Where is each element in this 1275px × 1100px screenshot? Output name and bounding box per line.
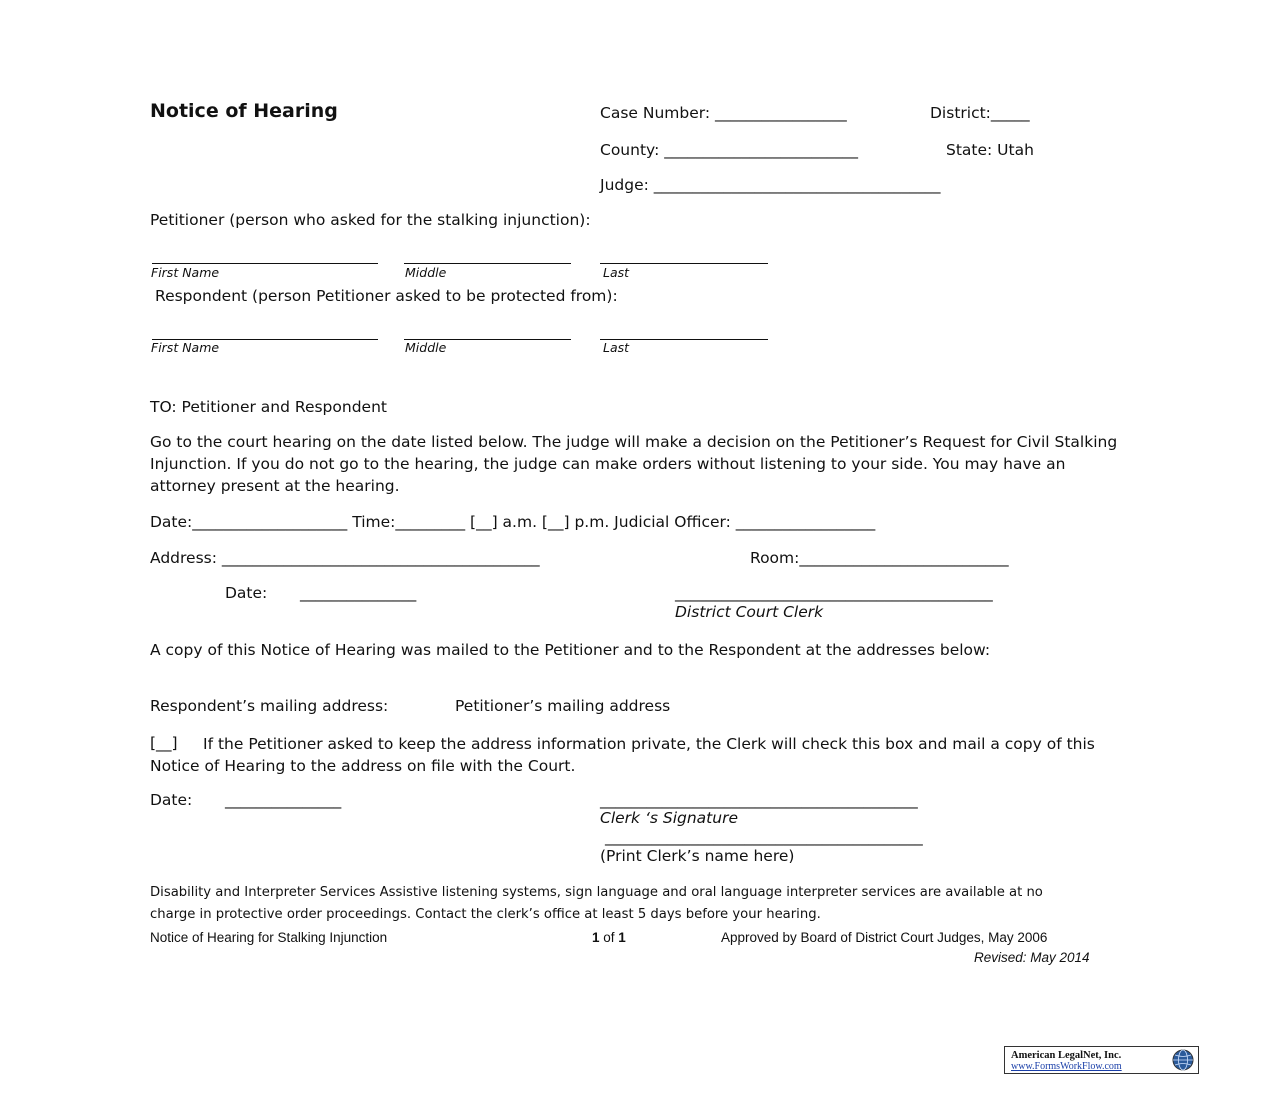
footer-page-of: of	[599, 930, 619, 945]
petitioner-middle-caption: Middle	[405, 265, 447, 280]
judge-field[interactable]: Judge: _____________________________________	[600, 176, 941, 194]
petitioner-last-name-line[interactable]	[600, 263, 768, 264]
footer-revised: Revised: May 2014	[974, 950, 1090, 965]
room-field[interactable]: Room:___________________________	[750, 549, 1009, 567]
clerk-signature-caption: Clerk ‘s Signature	[600, 809, 738, 827]
petitioner-heading: Petitioner (person who asked for the stalking injunction):	[150, 211, 591, 229]
clerk-date-blank[interactable]: _______________	[300, 584, 417, 602]
print-name-caption: (Print Clerk’s name here)	[600, 847, 795, 865]
footer-page-current: 1	[592, 930, 600, 945]
disability-notice: Disability and Interpreter Services Assistive listening systems, sign language and oral language interpreter services are available at no charge in protective order proceedings. Contact the clerk’s office at least 5 days before your hearing.	[150, 885, 1043, 922]
american-legalnet-logo[interactable]	[1004, 1046, 1199, 1074]
footer-page-number	[592, 930, 626, 945]
instructions-paragraph: Go to the court hearing on the date listed below. The judge will make a decision on the Petitioner’s Request for Civil Stalking Injunction. If you do not go to the hearing, the judge can make orders without listening to your side. You may have an attorney present at the hearing.	[150, 433, 1118, 495]
district-court-clerk-caption: District Court Clerk	[675, 603, 824, 621]
respondent-first-name-caption: First Name	[151, 340, 220, 355]
private-address-checkbox[interactable]: [__]	[150, 734, 178, 752]
sign-date-label: Date:	[150, 791, 193, 809]
clerk-signature-line[interactable]: _________________________________________	[600, 791, 918, 809]
petitioner-last-caption: Last	[603, 265, 630, 280]
sign-date-blank[interactable]: _______________	[225, 791, 342, 809]
footer-page-total: 1	[618, 930, 626, 945]
petitioner-first-name-caption: First Name	[151, 265, 220, 280]
respondent-mailing-label: Respondent’s mailing address:	[150, 697, 389, 715]
footer-approved: Approved by Board of District Court Judges, May 2006	[721, 930, 1048, 945]
county-field[interactable]: County: _________________________	[600, 141, 858, 159]
respondent-last-caption: Last	[603, 340, 630, 355]
print-name-line[interactable]: _________________________________________	[605, 828, 923, 846]
date-time-officer-line[interactable]: Date:____________________ Time:_________ [__] a.m. [__] p.m. Judicial Officer: __________________	[150, 513, 876, 531]
respondent-middle-caption: Middle	[405, 340, 447, 355]
petitioner-first-name-line[interactable]	[152, 263, 378, 264]
state-value: State: Utah	[946, 141, 1034, 159]
address-field[interactable]: Address: _________________________________________	[150, 549, 540, 567]
globe-icon	[1172, 1049, 1194, 1071]
petitioner-mailing-label: Petitioner’s mailing address	[455, 697, 671, 715]
clerk-date-label: Date:	[225, 584, 268, 602]
petitioner-middle-name-line[interactable]	[404, 263, 571, 264]
case-number-field[interactable]: Case Number: _________________	[600, 104, 847, 122]
logo-url-link[interactable]: www.FormsWorkFlow.com	[1011, 1061, 1122, 1072]
district-field[interactable]: District:_____	[930, 104, 1030, 122]
clerk-signature-blank[interactable]: _________________________________________	[675, 584, 993, 602]
respondent-heading: Respondent (person Petitioner asked to be protected from):	[155, 287, 618, 305]
logo-company-name: American LegalNet, Inc.	[1011, 1050, 1122, 1061]
footer-form-name: Notice of Hearing for Stalking Injunction	[150, 930, 388, 945]
to-line: TO: Petitioner and Respondent	[150, 398, 387, 416]
mailed-notice-paragraph: A copy of this Notice of Hearing was mailed to the Petitioner and to the Respondent at the addresses below:	[150, 641, 991, 659]
page-title: Notice of Hearing	[150, 100, 338, 122]
private-address-notice: If the Petitioner asked to keep the address information private, the Clerk will check this box and mail a copy of this Notice of Hearing to the address on file with the Court.	[150, 735, 1095, 775]
